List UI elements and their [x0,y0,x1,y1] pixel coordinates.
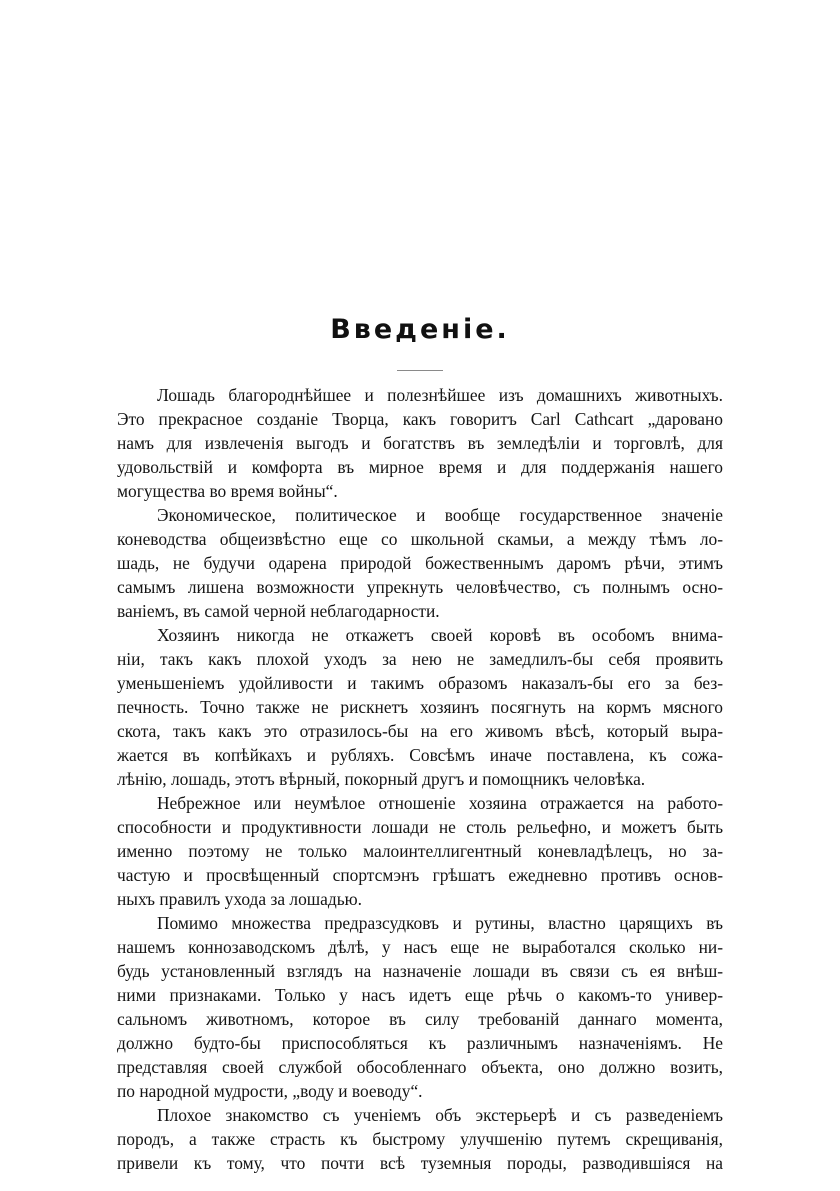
text-line: породъ, а также страсть къ быстрому улучшенiю путемъ скрещиванiя, [117,1129,723,1149]
text-line: могущества во время войны“. [117,481,338,501]
text-line: Небрежное или неумѣлое отношенiе хозяина отражается на работо- [157,793,723,813]
text-line: самымъ лишена возможности упрекнуть человѣчество, съ полнымъ осно- [117,577,723,597]
text-line: способности и продуктивности лошади не столь рельефно, и можетъ быть [117,817,723,837]
text-line: нашемъ коннозаводскомъ дѣлѣ, у насъ еще не выработался сколько ни- [117,937,723,957]
text-line: коневодства общеизвѣстно еще со школьной скамьи, а между тѣмъ ло- [117,529,723,549]
text-line: уменьшенiемъ удойливости и такимъ образомъ наказалъ-бы его за без- [117,673,723,693]
paragraph [117,1103,723,1175]
text-line: ними признаками. Только у насъ идетъ еще рѣчь о какомъ-то универ- [117,985,723,1005]
text-line: по народной мудрости, „воду и воеводу“. [117,1081,423,1101]
text-line: нiи, такъ какъ плохой уходъ за нею не замедлилъ-бы себя проявить [117,649,723,669]
text-line: намъ для извлеченiя выгодъ и богатствъ въ земледѣлiи и торговлѣ, для [117,433,723,453]
text-line: будь установленный взглядъ на назначенiе лошади въ связи съ ея внѣш- [117,961,723,981]
text-line: лѣнiю, лошадь, этотъ вѣрный, покорный другъ и помощникъ человѣка. [117,769,646,789]
text-line: Экономическое, политическое и вообще государственное значенiе [157,505,723,525]
text-line: должно будто-бы приспособляться къ различнымъ назначенiямъ. Не [117,1033,723,1053]
paragraph [117,383,723,503]
paragraph [117,791,723,911]
text-line: удовольствiй и комфорта въ мирное время и для поддержанiя нашего [117,457,723,477]
text-line: именно поэтому не только малоинтеллигентный коневладѣлецъ, но за- [117,841,723,861]
text-line: печность. Точно также не рискнетъ хозяинъ посягнуть на кормъ мясного [117,697,723,717]
paragraph [117,911,723,1103]
chapter-title: Введенiе. [330,314,510,345]
text-line: Хозяинъ никогда не откажетъ своей коровѣ въ особомъ внима- [157,625,723,645]
text-line: привели къ тому, что почти всѣ туземныя породы, разводившiяся на [117,1153,723,1173]
text-line: сальномъ животномъ, которое въ силу требованiй даннаго момента, [117,1009,723,1029]
text-line: жается въ копѣйкахъ и рубляхъ. Совсѣмъ иначе поставлена, къ сожа- [117,745,723,765]
text-line: Лошадь благороднѣйшее и полезнѣйшее изъ домашнихъ животныхъ. [157,385,723,405]
text-line: частую и просвѣщенный спортсмэнъ грѣшатъ ежедневно противъ основ- [117,865,723,885]
text-line: ванiемъ, въ самой черной неблагодарности. [117,601,440,621]
title-divider [397,370,443,371]
body-text [117,383,723,1175]
text-line: шадь, не будучи одарена природой божественнымъ даромъ рѣчи, этимъ [117,553,723,573]
text-line: ныхъ правилъ ухода за лошадью. [117,889,362,909]
text-line: Помимо множества предразсудковъ и рутины, властно царящихъ въ [157,913,723,933]
text-line: Это прекрасное созданiе Творца, какъ говоритъ Carl Cathcart „даровано [117,409,723,429]
text-line: скота, такъ какъ это отразилось-бы на его живомъ вѣсѣ, который выра- [117,721,723,741]
paragraph [117,503,723,623]
text-line: представляя своей службой обособленнаго объекта, оно должно возить, [117,1057,723,1077]
paragraph [117,623,723,791]
text-line: Плохое знакомство съ ученiемъ объ экстерьерѣ и съ разведенiемъ [157,1105,723,1125]
